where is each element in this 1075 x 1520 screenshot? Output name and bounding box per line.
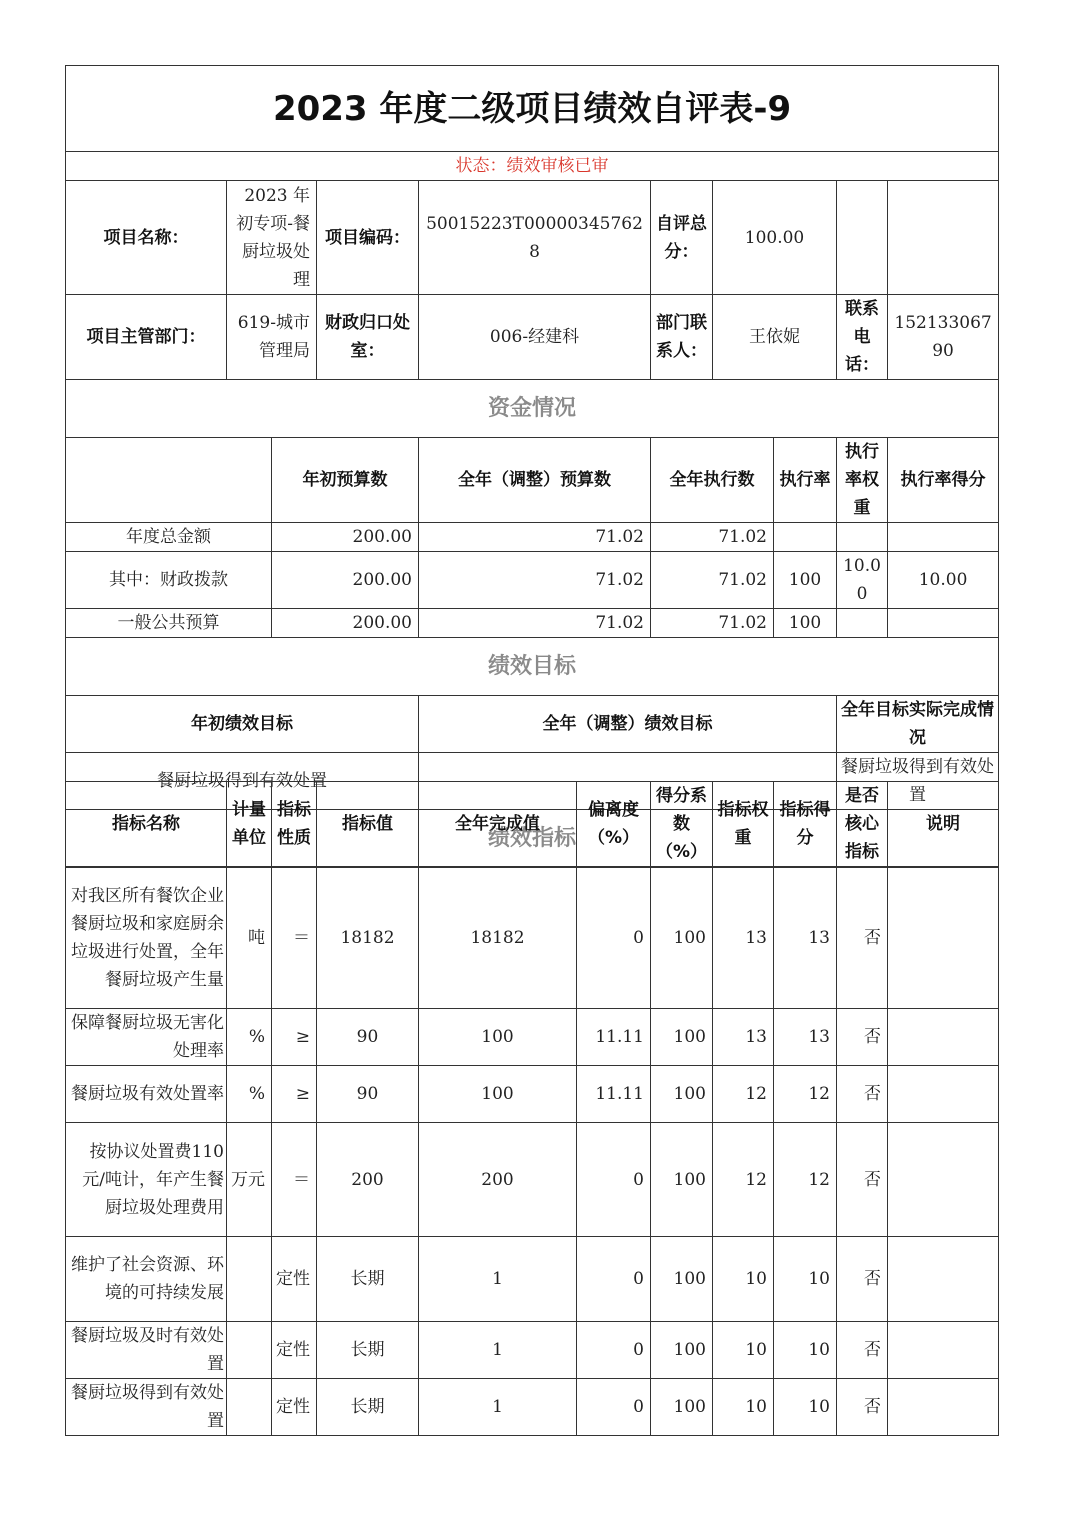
fund-executed: 71.02 <box>651 523 774 552</box>
ind-core: 否 <box>837 1322 888 1379</box>
ind-weight: 10 <box>713 1379 774 1436</box>
ind-deviation: 0 <box>577 1379 651 1436</box>
ind-coef: 100 <box>651 1066 713 1123</box>
dept-label: 项目主管部门： <box>66 295 227 380</box>
ind-note <box>888 1237 999 1322</box>
ind-actual: 1 <box>419 1322 577 1379</box>
ind-header-weight: 指标权重 <box>713 782 774 867</box>
ind-target: 长期 <box>317 1379 419 1436</box>
ind-nature: ＝ <box>272 1123 317 1237</box>
fund-adjusted: 71.02 <box>419 523 651 552</box>
goals-header-actual: 全年目标实际完成情况 <box>837 696 999 753</box>
fund-rate: 100 <box>774 552 837 609</box>
fund-label: 一般公共预算 <box>66 609 272 638</box>
table-row <box>66 1066 999 1123</box>
ind-deviation: 0 <box>577 1322 651 1379</box>
ind-nature: 定性 <box>272 1237 317 1322</box>
ind-deviation: 0 <box>577 1123 651 1237</box>
ind-target: 长期 <box>317 1237 419 1322</box>
ind-core: 否 <box>837 1123 888 1237</box>
ind-note <box>888 867 999 1009</box>
indicators-section-title: 绩效指标 <box>66 810 999 868</box>
ind-score: 12 <box>774 1123 837 1237</box>
ind-actual: 1 <box>419 1237 577 1322</box>
contact-label: 部门联系人： <box>651 295 713 380</box>
table-row <box>66 1237 999 1322</box>
funds-header-weight: 执行率权重 <box>837 438 888 523</box>
ind-core: 否 <box>837 867 888 1009</box>
table-row <box>66 1009 999 1066</box>
ind-name: 按协议处置费110元/吨计，年产生餐厨垃圾处理费用 <box>66 1123 227 1237</box>
funds-header-blank <box>66 438 272 523</box>
ind-name: 餐厨垃圾有效处置率 <box>66 1066 227 1123</box>
ind-note <box>888 1322 999 1379</box>
fund-executed: 71.02 <box>651 609 774 638</box>
fund-score: 10.00 <box>888 552 999 609</box>
ind-core: 否 <box>837 1066 888 1123</box>
ind-header-unit: 计量单位 <box>227 782 272 867</box>
fund-weight: 10.00 <box>837 552 888 609</box>
ind-deviation: 11.11 <box>577 1066 651 1123</box>
ind-core: 否 <box>837 1379 888 1436</box>
fund-weight <box>837 609 888 638</box>
ind-target: 90 <box>317 1066 419 1123</box>
ind-header-nature: 指标性质 <box>272 782 317 867</box>
fund-initial: 200.00 <box>272 552 419 609</box>
ind-actual: 1 <box>419 1379 577 1436</box>
ind-name: 餐厨垃圾及时有效处置 <box>66 1322 227 1379</box>
ind-header-name: 指标名称 <box>66 782 227 867</box>
project-name-value: 2023 年初专项-餐厨垃圾处理 <box>227 181 317 295</box>
ind-unit: % <box>227 1009 272 1066</box>
ind-target: 长期 <box>317 1322 419 1379</box>
goals-section-title: 绩效目标 <box>66 638 999 696</box>
goals-header-initial: 年初绩效目标 <box>66 696 419 753</box>
ind-coef: 100 <box>651 1237 713 1322</box>
ind-target: 18182 <box>317 867 419 1009</box>
ind-actual: 100 <box>419 1066 577 1123</box>
status-text: 状态：绩效审核已审 <box>66 152 999 181</box>
page-title: 2023 年度二级项目绩效自评表-9 <box>66 66 999 152</box>
ind-coef: 100 <box>651 1322 713 1379</box>
ind-name: 对我区所有餐饮企业餐厨垃圾和家庭厨余垃圾进行处置，全年餐厨垃圾产生量 <box>66 867 227 1009</box>
ind-actual: 100 <box>419 1009 577 1066</box>
fund-initial: 200.00 <box>272 523 419 552</box>
ind-unit <box>227 1237 272 1322</box>
ind-nature: ≥ <box>272 1009 317 1066</box>
finance-label: 财政归口处室： <box>317 295 419 380</box>
ind-unit: 吨 <box>227 867 272 1009</box>
ind-header-coef: 得分系数（%） <box>651 782 713 867</box>
performance-evaluation-table <box>65 65 999 868</box>
ind-header-core: 是否核心指标 <box>837 782 888 867</box>
goal-actual: 餐厨垃圾得到有效处置 <box>837 753 999 810</box>
ind-actual: 18182 <box>419 867 577 1009</box>
ind-header-actual: 全年完成值 <box>419 782 577 867</box>
ind-core: 否 <box>837 1009 888 1066</box>
ind-note <box>888 1066 999 1123</box>
funds-header-score: 执行率得分 <box>888 438 999 523</box>
ind-score: 13 <box>774 867 837 1009</box>
ind-score: 10 <box>774 1237 837 1322</box>
fund-rate <box>774 523 837 552</box>
ind-score: 12 <box>774 1066 837 1123</box>
ind-weight: 10 <box>713 1322 774 1379</box>
fund-adjusted: 71.02 <box>419 609 651 638</box>
self-score-value: 100.00 <box>713 181 837 295</box>
table-row <box>66 1322 999 1379</box>
ind-weight: 12 <box>713 1066 774 1123</box>
fund-label: 年度总金额 <box>66 523 272 552</box>
ind-unit: % <box>227 1066 272 1123</box>
ind-score: 10 <box>774 1322 837 1379</box>
fund-adjusted: 71.02 <box>419 552 651 609</box>
ind-name: 餐厨垃圾得到有效处置 <box>66 1379 227 1436</box>
table-row <box>66 1123 999 1237</box>
ind-target: 200 <box>317 1123 419 1237</box>
ind-note <box>888 1379 999 1436</box>
ind-nature: ≥ <box>272 1066 317 1123</box>
ind-weight: 12 <box>713 1123 774 1237</box>
ind-actual: 200 <box>419 1123 577 1237</box>
fund-score <box>888 609 999 638</box>
fund-label: 其中：财政拨款 <box>66 552 272 609</box>
ind-unit <box>227 1379 272 1436</box>
ind-nature: ＝ <box>272 867 317 1009</box>
table-row <box>66 523 999 552</box>
ind-deviation: 0 <box>577 1237 651 1322</box>
project-code-label: 项目编码： <box>317 181 419 295</box>
indicators-table <box>65 781 999 1436</box>
ind-core: 否 <box>837 1237 888 1322</box>
goal-initial: 餐厨垃圾得到有效处置 <box>66 753 419 810</box>
ind-header-score: 指标得分 <box>774 782 837 867</box>
ind-weight: 13 <box>713 867 774 1009</box>
table-row <box>66 1379 999 1436</box>
funds-header-adjusted: 全年（调整）预算数 <box>419 438 651 523</box>
ind-note <box>888 1009 999 1066</box>
ind-coef: 100 <box>651 1009 713 1066</box>
ind-weight: 10 <box>713 1237 774 1322</box>
table-row <box>66 609 999 638</box>
empty-cell <box>888 181 999 295</box>
dept-value: 619-城市管理局 <box>227 295 317 380</box>
fund-executed: 71.02 <box>651 552 774 609</box>
funds-header-initial: 年初预算数 <box>272 438 419 523</box>
funds-section-title: 资金情况 <box>66 380 999 438</box>
ind-coef: 100 <box>651 1379 713 1436</box>
ind-weight: 13 <box>713 1009 774 1066</box>
project-code-value: 50015223T000003457628 <box>419 181 651 295</box>
ind-deviation: 11.11 <box>577 1009 651 1066</box>
ind-score: 13 <box>774 1009 837 1066</box>
table-row <box>66 867 999 1009</box>
ind-target: 90 <box>317 1009 419 1066</box>
fund-initial: 200.00 <box>272 609 419 638</box>
ind-header-note: 说明 <box>888 782 999 867</box>
ind-name: 保障餐厨垃圾无害化处理率 <box>66 1009 227 1066</box>
fund-rate: 100 <box>774 609 837 638</box>
ind-coef: 100 <box>651 867 713 1009</box>
funds-header-executed: 全年执行数 <box>651 438 774 523</box>
contact-value: 王依妮 <box>713 295 837 380</box>
empty-cell <box>837 181 888 295</box>
project-name-label: 项目名称： <box>66 181 227 295</box>
fund-score <box>888 523 999 552</box>
goals-header-adjusted: 全年（调整）绩效目标 <box>419 696 837 753</box>
self-score-label: 自评总分： <box>651 181 713 295</box>
ind-nature: 定性 <box>272 1322 317 1379</box>
ind-header-deviation: 偏离度（%） <box>577 782 651 867</box>
ind-nature: 定性 <box>272 1379 317 1436</box>
ind-header-target: 指标值 <box>317 782 419 867</box>
funds-header-rate: 执行率 <box>774 438 837 523</box>
finance-value: 006-经建科 <box>419 295 651 380</box>
ind-deviation: 0 <box>577 867 651 1009</box>
ind-note <box>888 1123 999 1237</box>
fund-weight <box>837 523 888 552</box>
ind-score: 10 <box>774 1379 837 1436</box>
table-row <box>66 552 999 609</box>
phone-value: 15213306790 <box>888 295 999 380</box>
ind-coef: 100 <box>651 1123 713 1237</box>
ind-unit: 万元 <box>227 1123 272 1237</box>
phone-label: 联系电话： <box>837 295 888 380</box>
ind-name: 维护了社会资源、环境的可持续发展 <box>66 1237 227 1322</box>
ind-unit <box>227 1322 272 1379</box>
